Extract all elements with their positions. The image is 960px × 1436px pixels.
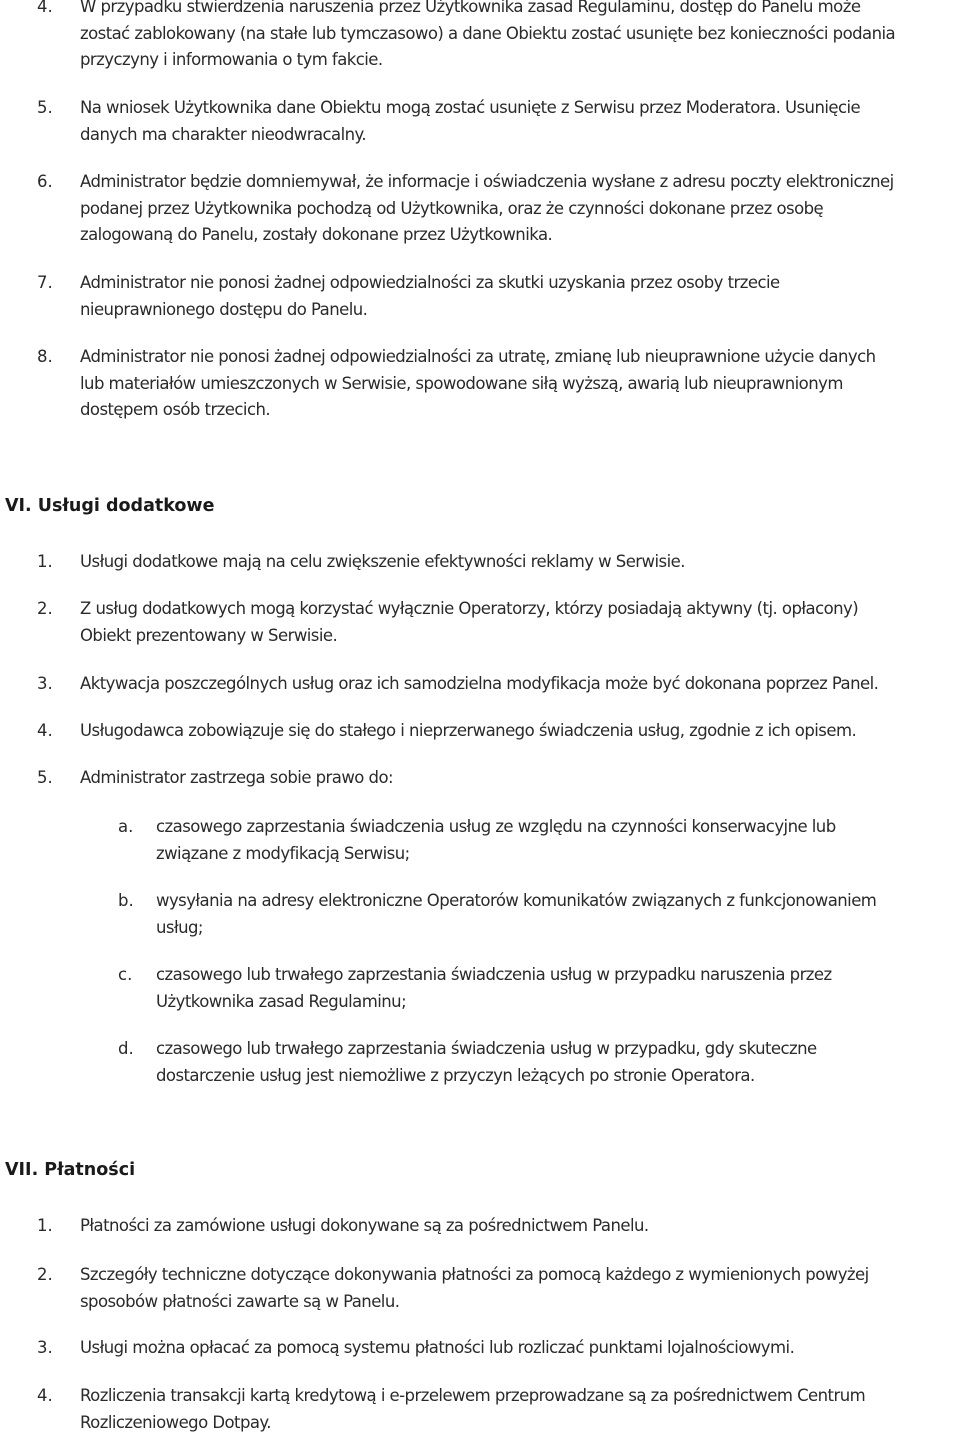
item-text-line: zostać zablokowany (na stałe lub tymczasowo) a dane Obiektu zostać usunięte bez konieczności podania [80, 23, 896, 43]
item-text-line: podanej przez Użytkownika pochodzą od Użytkownika, oraz że czynności dokonane przez osobę [80, 198, 824, 218]
item-text-line: związane z modyfikacją Serwisu; [156, 843, 410, 863]
item-text-line: dostępem osób trzecich. [80, 400, 271, 419]
item-letter: b. [118, 891, 134, 910]
item-text-line: przyczyny i informowania o tym fakcie. [80, 50, 383, 69]
item-text-line: czasowego zaprzestania świadczenia usług ze względu na czynności konserwacyjne lub [156, 817, 836, 836]
item-text-line: Rozliczeniowego Dotpay. [80, 1412, 271, 1432]
item-text-line: Z usług dodatkowych mogą korzystać wyłącznie Operatorzy, którzy posiadają aktywny (tj. opłacony) [80, 599, 859, 618]
item-number: 7. [37, 273, 53, 292]
item-text-line: Na wniosek Użytkownika dane Obiektu mogą zostać usunięte z Serwisu przez Moderatora. Usunięcie [80, 98, 861, 117]
item-number: 5. [37, 98, 53, 117]
item-text-line: czasowego lub trwałego zaprzestania świadczenia usług w przypadku naruszenia przez [156, 965, 832, 984]
item-text-line: wysyłania na adresy elektroniczne Operatorów komunikatów związanych z funkcjonowaniem [156, 891, 877, 910]
item-text-line: W przypadku stwierdzenia naruszenia przez Użytkownika zasad Regulaminu, dostęp do Panelu może [80, 0, 861, 16]
item-text-line: czasowego lub trwałego zaprzestania świadczenia usług w przypadku, gdy skuteczne [156, 1039, 817, 1058]
item-letter: d. [118, 1039, 134, 1058]
item-text-line: Szczegóły techniczne dotyczące dokonywania płatności za pomocą każdego z wymienionych powyżej [80, 1265, 869, 1284]
item-text-line: Użytkownika zasad Regulaminu; [156, 991, 407, 1011]
item-letter: a. [118, 817, 134, 836]
item-text-line: Aktywacja poszczególnych usług oraz ich samodzielna modyfikacja może być dokonana poprzez Panel. [80, 674, 879, 693]
item-number: 1. [37, 552, 53, 571]
item-number: 3. [37, 674, 53, 693]
item-text-line: Obiekt prezentowany w Serwisie. [80, 625, 338, 645]
item-text-line: Administrator nie ponosi żadnej odpowiedzialności za skutki uzyskania przez osoby trzecie [80, 273, 780, 292]
item-text-line: zalogowaną do Panelu, zostały dokonane przez Użytkownika. [80, 225, 553, 244]
item-text-line: Płatności za zamówione usługi dokonywane są za pośrednictwem Panelu. [80, 1216, 649, 1235]
item-number: 2. [37, 599, 53, 618]
section-heading: VII. Płatności [5, 1160, 136, 1180]
item-text-line: dostarczenie usług jest niemożliwe z przyczyn leżących po stronie Operatora. [156, 1065, 755, 1085]
item-number: 4. [37, 1386, 53, 1405]
item-text-line: Administrator zastrzega sobie prawo do: [80, 768, 394, 787]
item-text-line: danych ma charakter nieodwracalny. [80, 124, 367, 144]
item-number: 4. [37, 0, 53, 16]
item-text-line: Administrator będzie domniemywał, że informacje i oświadczenia wysłane z adresu poczty elektronicznej [80, 172, 894, 191]
item-text-line: Administrator nie ponosi żadnej odpowiedzialności za utratę, zmianę lub nieuprawnione użycie danych [80, 347, 876, 366]
item-text-line: usług; [156, 917, 203, 937]
item-number: 3. [37, 1338, 53, 1357]
item-number: 6. [37, 172, 53, 191]
item-text-line: nieuprawnionego dostępu do Panelu. [80, 299, 368, 319]
item-number: 2. [37, 1265, 53, 1284]
item-number: 5. [37, 768, 53, 787]
item-number: 8. [37, 347, 53, 366]
item-number: 1. [37, 1216, 53, 1235]
item-text-line: Usługi można opłacać za pomocą systemu płatności lub rozliczać punktami lojalnościowymi. [80, 1338, 795, 1357]
item-letter: c. [118, 965, 133, 984]
item-number: 4. [37, 721, 53, 740]
item-text-line: sposobów płatności zawarte są w Panelu. [80, 1291, 400, 1311]
item-text-line: lub materiałów umieszczonych w Serwisie, spowodowane siłą wyższą, awarią lub nieuprawnionym [80, 373, 843, 393]
item-text-line: Usługodawca zobowiązuje się do stałego i nieprzerwanego świadczenia usług, zgodnie z ich opisem. [80, 721, 857, 740]
section-heading: VI. Usługi dodatkowe [5, 496, 215, 516]
item-text-line: Usługi dodatkowe mają na celu zwiększenie efektywności reklamy w Serwisie. [80, 552, 685, 571]
item-text-line: Rozliczenia transakcji kartą kredytową i e-przelewem przeprowadzane są za pośrednictwem Centrum [80, 1386, 866, 1405]
